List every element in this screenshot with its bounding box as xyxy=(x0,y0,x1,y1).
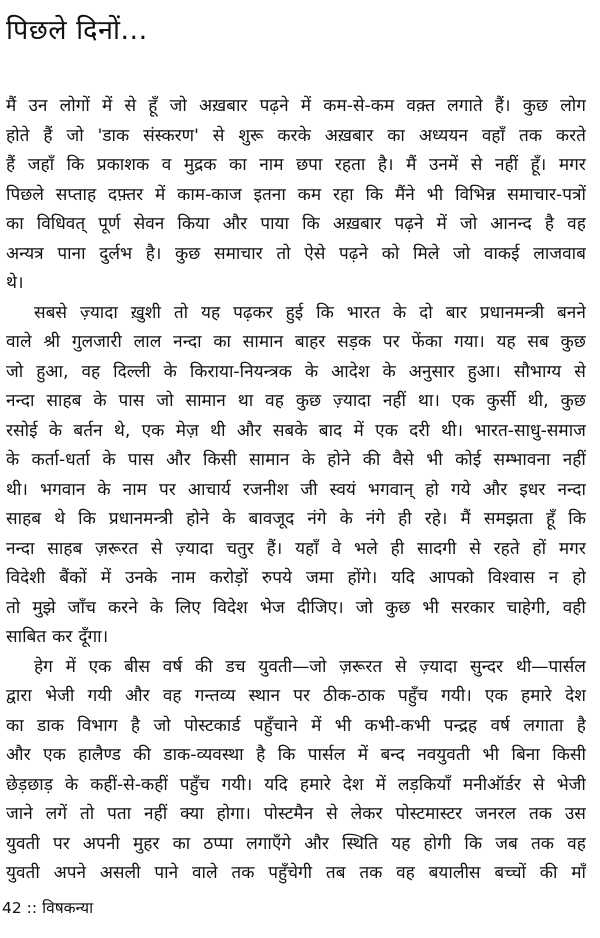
text-line: द्वारा भेजी गयी और वह गन्तव्य स्थान पर ठीक-ठाक पहुँच गयी। एक हमारे देश xyxy=(6,686,586,706)
text-line: रसोई के बर्तन थे, एक मेज़ थी और सबके बाद में एक दरी थी। भारत-साधु-समाज xyxy=(6,420,586,441)
text-line: विदेशी बैंकों में उनके नाम करोड़ों रुपये जमा होंगे। यदि आपको विश्वास न हो xyxy=(6,568,586,588)
text-line: जो हुआ, वह दिल्ली के किराया-नियन्त्रक के आदेश के अनुसार हुआ। सौभाग्य से xyxy=(6,361,586,382)
paragraph xyxy=(6,299,586,653)
text-line: होते हैं जो 'डाक संस्करण' से शुरू करके अख़बार का अध्ययन वहाँ तक करते xyxy=(6,125,586,146)
text-line: नन्दा साहब ज़रूरत से ज़्यादा चतुर हैं। यहाँ वे भले ही सादगी से रहते हों मगर xyxy=(6,538,586,559)
text-line: नन्दा साहब के पास जो सामान था वह कुछ ज़्यादा नहीं था। एक कुर्सी थी, कुछ xyxy=(6,391,586,411)
text-line: तो मुझे जाँच करने के लिए विदेश भेज दीजिए। जो कुछ भी सरकार चाहेगी, वही xyxy=(6,597,586,618)
text-line: थे। xyxy=(6,273,24,293)
text-line: वाले श्री गुलजारी लाल नन्दा का सामान बाहर सड़क पर फेंका गया। यह सब कुछ xyxy=(6,332,586,352)
text-line: के कर्ता-धर्ता के पास और किसी सामान के होने की वैसे भी कोई सम्भावना नहीं xyxy=(6,450,586,470)
book-title: विषकन्या xyxy=(42,899,94,917)
paragraph xyxy=(6,653,586,889)
text-line: सबसे ज़्यादा ख़ुशी तो यह पढ़कर हुई कि भारत के दो बार प्रधानमन्त्री बनने xyxy=(34,302,586,323)
chapter-heading: पिछले दिनों... xyxy=(6,15,148,46)
text-line: जाने लगें तो पता नहीं क्या होगा। पोस्टमैन से लेकर पोस्टमास्टर जनरल तक उस xyxy=(6,804,586,824)
paragraph xyxy=(6,92,586,299)
text-line: साबित कर दूँगा। xyxy=(6,627,109,647)
text-line: अन्यत्र पाना दुर्लभ है। कुछ समाचार तो ऐसे पढ़ने को मिले जो वाकई लाजवाब xyxy=(6,243,586,264)
text-line: युवती अपने असली पाने वाले तक पहुँचेगी तब तक वह बयालीस बच्चों की माँ xyxy=(6,863,586,883)
text-line: साहब थे कि प्रधानमन्त्री होने के बावजूद नंगे के नंगे ही रहे। मैं समझता हूँ कि xyxy=(6,509,586,529)
text-line: और एक हालैण्ड की डाक-व्यवस्था है कि पार्सल में बन्द नवयुवती भी बिना किसी xyxy=(6,745,586,765)
text-line: हैं जहाँ कि प्रकाशक व मुद्रक का नाम छपा रहता है। मैं उनमें से नहीं हूँ। मगर xyxy=(6,155,586,175)
text-line: का विधिवत् पूर्ण सेवन किया और पाया कि अख़बार पढ़ने में जो आनन्द है वह xyxy=(6,214,586,234)
text-line: थी। भगवान के नाम पर आचार्य रजनीश जी स्वयं भगवान् हो गये और इधर नन्दा xyxy=(6,479,586,500)
text-line: पिछले सप्ताह दफ़्तर में काम-काज इतना कम रहा कि मैंने भी विभिन्न समाचार-पत्रों xyxy=(6,184,586,205)
text-line: हेग में एक बीस वर्ष की डच युवती—जो ज़रूरत से ज़्यादा सुन्दर थी—पार्सल xyxy=(34,656,586,677)
text-line: छेड़छाड़ के कहीं-से-कहीं पहुँच गयी। यदि हमारे देश में लड़कियाँ मनीऑर्डर से भेजी xyxy=(6,774,586,795)
body-text xyxy=(6,92,586,889)
text-line: का डाक विभाग है जो पोस्टकार्ड पहुँचाने में भी कभी-कभी पन्द्रह वर्ष लगाता है xyxy=(6,715,586,736)
page-number: 42 xyxy=(2,899,22,917)
page-footer xyxy=(2,897,93,919)
footer-separator: :: xyxy=(26,899,38,917)
text-line: मैं उन लोगों में से हूँ जो अख़बार पढ़ने में कम-से-कम वक़्त लगाते हैं। कुछ लोग xyxy=(6,96,586,116)
text-line: युवती पर अपनी मुहर का ठप्पा लगाएँगे और स्थिति यह होगी कि जब तक वह xyxy=(6,833,586,854)
